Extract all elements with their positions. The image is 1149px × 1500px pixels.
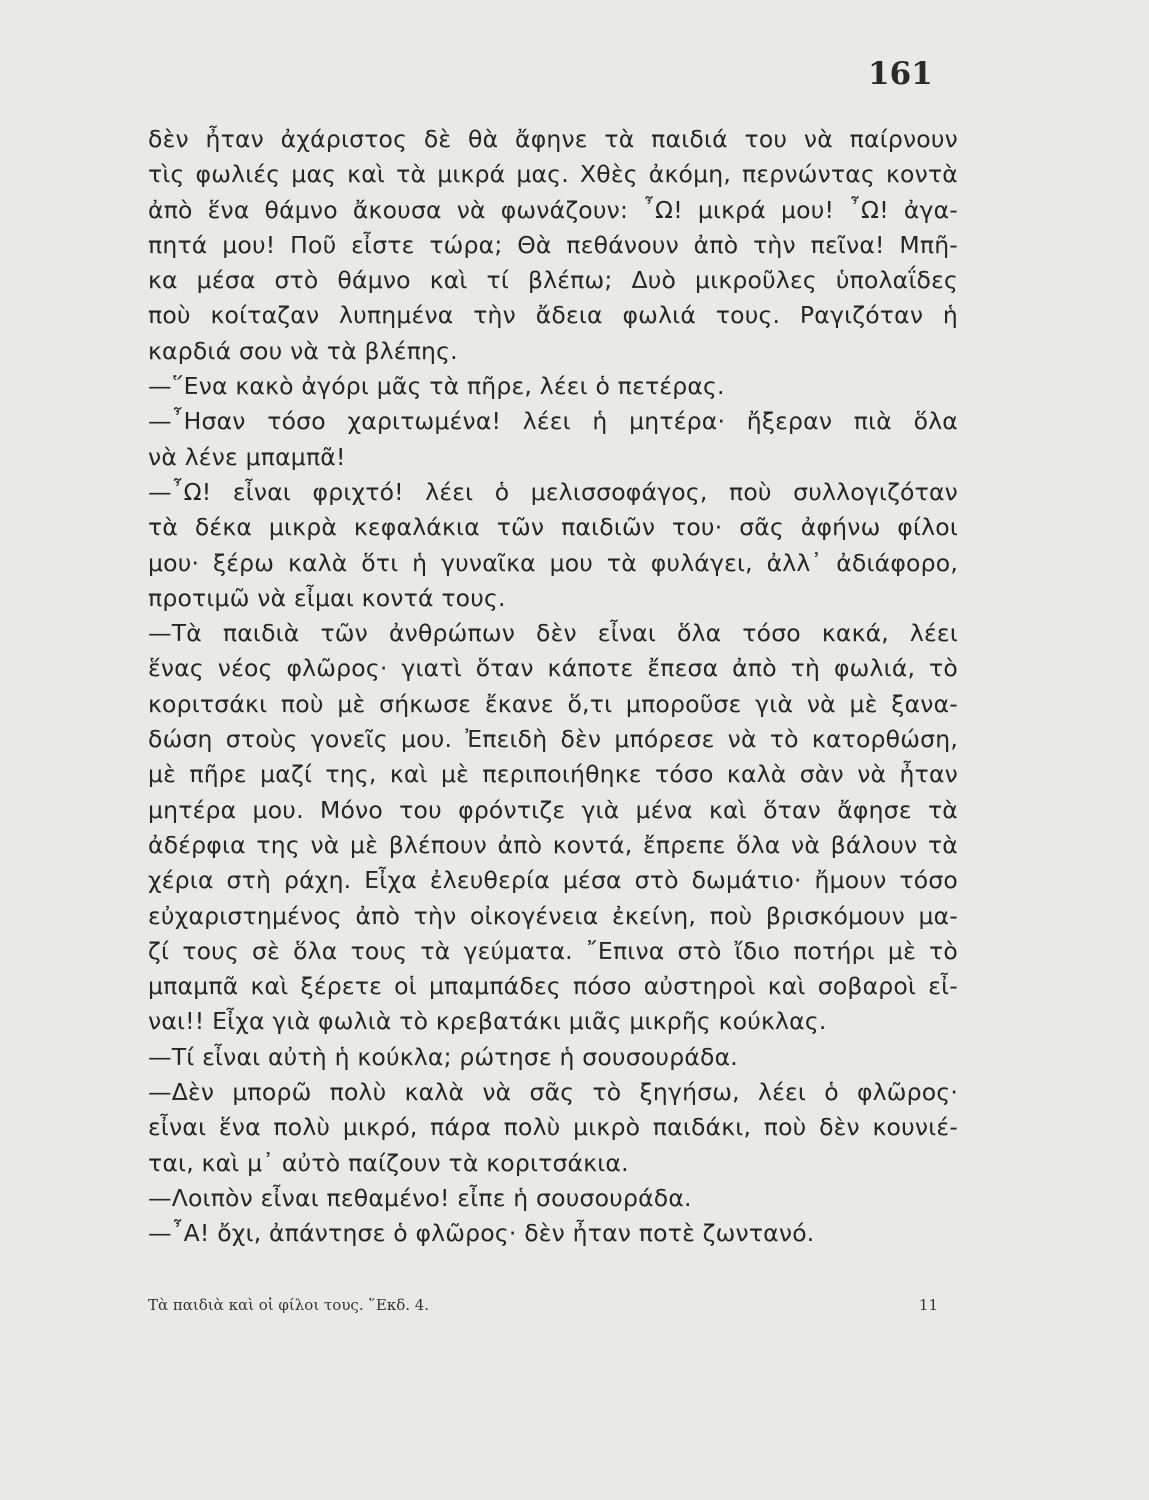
text-line: ποὺ κοίταζαν λυπημένα τὴν ἄδεια φωλιά τους. Ραγιζόταν ἡ: [148, 301, 958, 330]
text-line: ται, καὶ μ᾿ αὐτὸ παίζουν τὰ κοριτσάκια.: [148, 1148, 629, 1177]
page-footer: [148, 1296, 938, 1314]
text-line: μὲ πῆρε μαζί της, καὶ μὲ περιποιήθηκε τόσο καλὰ σὰν νὰ ἦταν: [148, 760, 958, 789]
text-line: εἶναι ἕνα πολὺ μικρό, πάρα πολὺ μικρὸ παιδάκι, ποὺ δὲν κουνιέ-: [148, 1113, 958, 1142]
text-line: τὶς φωλιές μας καὶ τὰ μικρά μας. Χθὲς ἀκόμη, περνώντας κοντὰ: [148, 160, 958, 189]
text-line: πητά μου! Ποῦ εἶστε τώρα; Θὰ πεθάνουν ἀπὸ τὴν πεῖνα! Μπῆ-: [148, 230, 958, 259]
text-line: ἀπὸ ἕνα θάμνο ἄκουσα νὰ φωνάζουν: ῏Ω! μικρά μου! ῏Ω! ἀγα-: [148, 195, 958, 224]
text-line: —῏Α! ὄχι, ἀπάντησε ὁ φλῶρος· δὲν ἦταν ποτὲ ζωντανό.: [148, 1219, 815, 1248]
text-line: δὲν ἦταν ἀχάριστος δὲ θὰ ἄφηνε τὰ παιδιά του νὰ παίρνουν: [148, 125, 958, 153]
text-line: —Τί εἶναι αὐτὴ ἡ κούκλα; ρώτησε ἡ σουσουράδα.: [148, 1042, 738, 1071]
text-line: εὐχαριστημένος ἀπὸ τὴν οἰκογένεια ἐκείνη, ποὺ βρισκόμουν μα-: [148, 901, 958, 930]
text-line: τὰ δέκα μικρὰ κεφαλάκια τῶν παιδιῶν του· σᾶς ἀφήνω φίλοι: [148, 513, 958, 542]
sheet-number: 11: [918, 1296, 938, 1314]
text-line: ἕνας νέος φλῶρος· γιατὶ ὅταν κάποτε ἔπεσα ἀπὸ τὴ φωλιά, τὸ: [148, 654, 958, 683]
text-line: —῏Ησαν τόσο χαριτωμένα! λέει ἡ μητέρα· ἤξεραν πιὰ ὅλα: [148, 407, 958, 436]
text-line: νὰ λένε μπαμπᾶ!: [148, 442, 346, 471]
text-line: ἀδέρφια της νὰ μὲ βλέπουν ἀπὸ κοντά, ἔπρεπε ὅλα νὰ βάλουν τὰ: [148, 830, 958, 859]
text-line: προτιμῶ νὰ εἶμαι κοντά τους.: [148, 583, 506, 612]
page-number: 161: [868, 56, 933, 92]
text-line: χέρια στὴ ράχη. Εἶχα ἐλευθερία μέσα στὸ δωμάτιο· ἤμουν τόσο: [148, 866, 958, 895]
text-line: κα μέσα στὸ θάμνο καὶ τί βλέπω; Δυὸ μικροῦλες ὑπολαΐδες: [148, 266, 958, 295]
text-line: ζί τους σὲ ὅλα τους τὰ γεύματα. ῎Επινα στὸ ἴδιο ποτήρι μὲ τὸ: [148, 936, 958, 965]
text-line: μου· ξέρω καλὰ ὅτι ἡ γυναῖκα μου τὰ φυλάγει, ἀλλ᾿ ἀδιάφορο,: [148, 548, 958, 577]
text-line: ναι!! Εἶχα γιὰ φωλιὰ τὸ κρεβατάκι μιᾶς μικρῆς κούκλας.: [148, 1007, 827, 1036]
text-line: —Τὰ παιδιὰ τῶν ἀνθρώπων δὲν εἶναι ὅλα τόσο κακά, λέει: [148, 619, 958, 648]
text-line: —Δὲν μπορῶ πολὺ καλὰ νὰ σᾶς τὸ ξηγήσω, λέει ὁ φλῶρος·: [148, 1078, 958, 1107]
body-text: [148, 122, 958, 1252]
text-line: μητέρα μου. Μόνο του φρόντιζε γιὰ μένα καὶ ὅταν ἄφησε τὰ: [148, 795, 958, 824]
footer-title: Τὰ παιδιὰ καὶ οἱ φίλοι τους. ῞Εκδ. 4.: [148, 1296, 430, 1314]
text-line: —Λοιπὸν εἶναι πεθαμένο! εἶπε ἡ σουσουράδα.: [148, 1183, 692, 1212]
text-line: καρδιά σου νὰ τὰ βλέπης.: [148, 336, 458, 365]
text-line: δώση στοὺς γονεῖς μου. Ἐπειδὴ δὲν μπόρεσε νὰ τὸ κατορθώση,: [148, 725, 958, 754]
text-line: —῏Ω! εἶναι φριχτό! λέει ὁ μελισσοφάγος, ποὺ συλλογιζόταν: [148, 477, 958, 506]
text-line: κοριτσάκι ποὺ μὲ σήκωσε ἔκανε ὅ,τι μποροῦσε γιὰ νὰ μὲ ξανα-: [148, 689, 958, 718]
text-line: —῞Ενα κακὸ ἀγόρι μᾶς τὰ πῆρε, λέει ὁ πετέρας.: [148, 372, 725, 401]
text-line: μπαμπᾶ καὶ ξέρετε οἱ μπαμπάδες πόσο αὐστηροὶ καὶ σοβαροὶ εἶ-: [148, 972, 958, 1001]
